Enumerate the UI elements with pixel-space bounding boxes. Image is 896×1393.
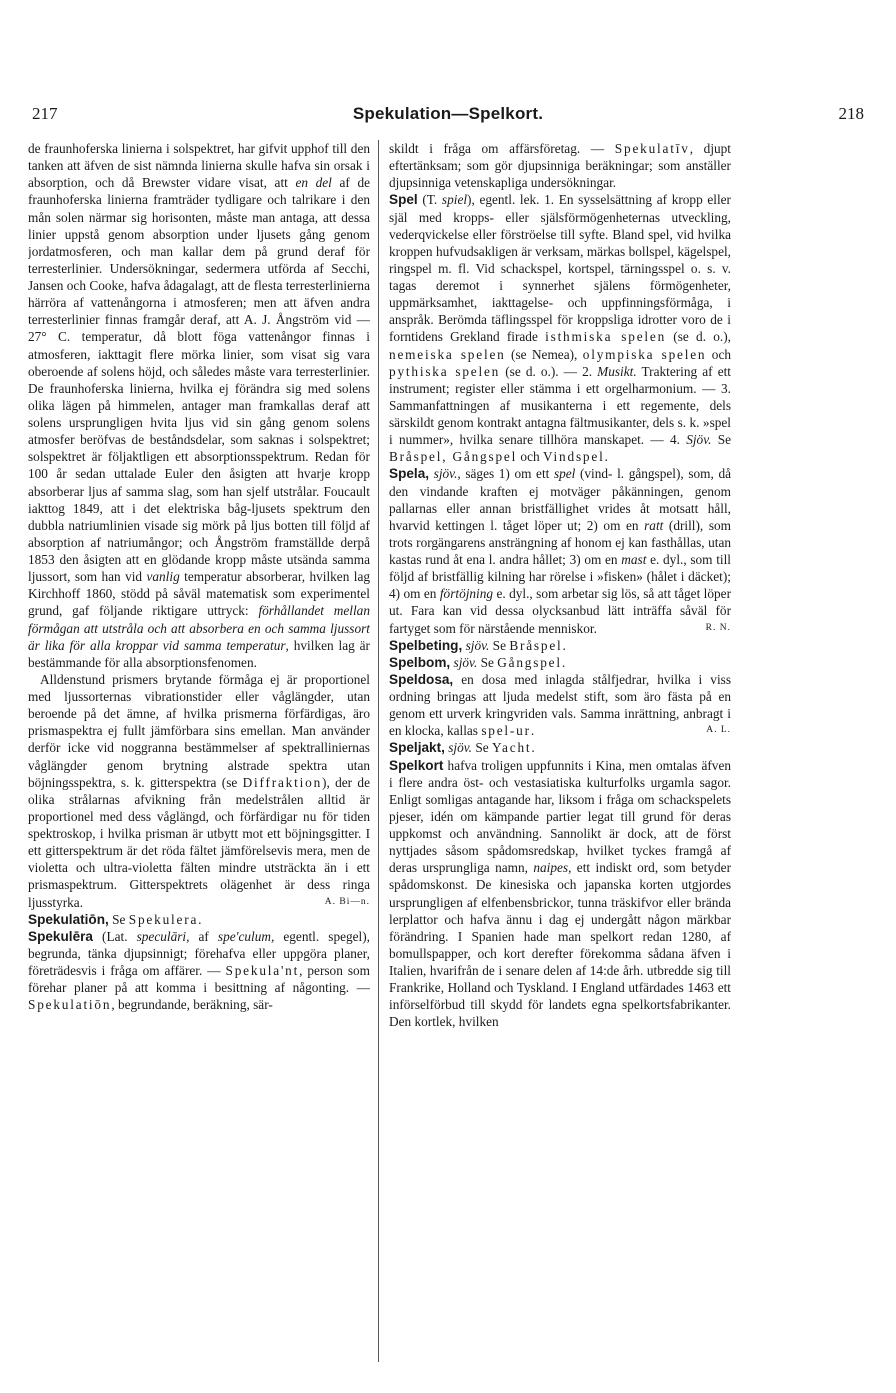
text-run: Spekulatiōn [28,997,112,1013]
paragraph-absorption [28,140,370,671]
text-run: skildt i fråga om affärsföretag. — [389,141,615,156]
headword: Speljakt, [389,740,445,756]
text-run: Se [711,432,731,448]
text-run: Spekula'nt [225,963,300,978]
text-run: . [530,723,535,739]
text-run: ), der de olika strålarnas afvikning från medelstrålen alltid är proportionel med dess våglängd, och förfärdigar nu för tiden spektroskop, i hvilka prisman är utbytt mot ett böjningsgitter. I ett gitterspektrum är det röda fältet jämförelsevis mera, men de violetta och ultra-violetta fälten mindre utsträckta än i ett prismaspektrum. Gitterspektrets olägenhet är dess ringa ljusstyrka. [28,774,370,910]
page-number-left: 217 [32,104,58,123]
column-divider [378,140,379,1362]
text-run: olympiska spelen [582,346,707,362]
text-run: . [562,637,566,653]
entry-spelbeting [389,637,731,654]
text-run: en dosa med inlagda stålfjedrar, hvilka i viss ordning bringas att ljuda medelst stift, som äro fästa på en genom ett urverk kringvriden vals. Samma inrättning, anbragt i en klocka, kallas [389,671,731,739]
text-run: Traktering af ett instrument; register eller stämma i ett orgelharmonium. — 3. Sammanfattningen af musikanterna i ett regemente, dels särskildt genom kontrakt antagna fältmusikanter, dels s. k. »spel i nummer», hvilka senare tillhöra manskapet. — 4. [389,363,731,448]
headword: Spel [389,192,418,208]
paragraph-gitterspektra [28,671,370,911]
text-run: Bråspel [509,637,563,653]
text-run: (T. [417,192,442,208]
text-run: , ett indiskt ord, som betyder spådomskonst. De kinesiska och japanska korten utgjordes ursprungligen af elfenbensbrickor, tunna träskifvor eller brända lerplattor och hafva ännu i dag ej undergått någon märkbar förändring. I Spanien hade man spelkort redan 1280, af bomullspapper, och kort derefter förekomma sådana äfven i Italien, hvarifrån de i senare delen af 14:de årh. utbredde sig till Frankrike, Holland och Tyskland. I England utfärdades 1463 ett införselförbud till skydd för landets egna spelkortsfabrikanter. Den kortlek, hvilken [389,860,731,1030]
text-run: Se [108,911,129,927]
text-run: Yacht [491,740,532,756]
text-run: , person som förehar planer på att komma i besittning af någonting. — [28,963,370,996]
text-run: e. dyl., som till följd af bristfällig kilning har rörelse i »fisken» (hålet i däcket); 4) om en [389,552,731,602]
text-run: (drill), som trots rorgängarens ansträngning af honom ej kan fasthållas, utan kastas rund åt ena l. andra hållet; 3) om en [389,517,731,567]
headword: Speldosa, [389,671,454,687]
text-run: . [198,911,202,927]
text-run: naipes [533,860,569,876]
text-run: . [531,740,535,756]
text-run: spe'culum, [217,928,275,944]
text-run: de fraunhoferska linierna i solspektret, har gifvit upphof till den tanken att äfven de sist nämnda linierna skulle hafva sin orsak i absorption, och då Brewster vidare visat, att [28,141,370,191]
text-run: spiel [441,192,468,208]
text-run: sjöv. [453,654,478,670]
text-run: isthmiska spelen [545,329,667,345]
text-run: (se d. o.). — 2. [500,363,598,379]
text-run: mast [621,552,647,567]
headword: Spelbeting, [389,637,463,653]
text-run: förhållandet mellan förmågan att utstråla och att absorbera en och samma ljussort är lika för alla kroppar vid samma temperatur [28,603,370,653]
headword: Spekulatiōn, [28,911,109,927]
text-run: ratt [644,517,664,533]
text-run: af [189,928,218,944]
text-run: (se d. o.), [666,329,731,345]
entry-spela [389,465,731,636]
text-run: en del [295,175,332,191]
text-run: Se [477,654,498,670]
entry-speldosa [389,671,731,740]
text-run: Spekulera [128,911,199,927]
text-run: Gångspel [497,654,562,670]
text-run: Sjöv. [686,432,712,448]
text-run: vanlig [146,569,180,585]
text-run: (vind- l. gångspel), som, då den vindande kraften ej motväger påkänningen, genom pallarnas eller annan bristfällighet vrides åt motsatt håll, hvarvid kettingen l. tåget löper ut; 2) om en [389,466,731,533]
text-run: sjöv. [448,740,473,756]
running-title: Spekulation—Spelkort. [352,104,544,123]
entry-spekulation [28,911,370,928]
page-number-right: 218 [838,104,864,123]
headword: Spelkort [389,757,444,773]
text-run: förtöjning [439,586,494,602]
text-run: ), egentl. lek. 1. En sysselsättning af kropp eller själ med kropps- eller själsförmögenheternas utveckling, vederqvickelse eller förströelse till syfte. Bland spel, vid hvilka kroppen hufvudsakligen är verksam, märkas bollspel, kägelspel, ringspel m. fl. Vid schackspel, kortspel, tärningsspel o. s. v. tagas deremot i synnerhet själens förmögenheter, uppmärksamhet, iakttagelse- och uppfinningsförmåga, i anspråk. Berömda täflingsspel för kroppsliga idrotter voro de i forntidens Grekland firade [389,192,731,345]
text-run: säges 1) om ett [460,466,554,482]
text-run: , hvilken lag är bestämmande för alla absorptionsfenomen. [28,637,370,670]
text-run: Musikt. [597,363,637,379]
text-run: Spekulatīv [614,141,690,156]
left-column [28,140,370,1366]
text-run: Diffraktion [242,774,323,790]
text-run: . [561,654,566,670]
text-run: , begrundande, beräkning, sär- [111,997,273,1013]
text-run: . [604,449,608,465]
text-run: Se [489,637,510,653]
author-signature: R. N. [705,622,731,633]
text-run: hafva troligen uppfunnits i Kina, men omtalas äfven i flere andra öst- och vestasiatiska kulturfolks urgamla sagor. Enligt somligas antagande har, liksom i fråga om schackspelets pjeser, idén om kämpande partier legat till grund för deras uppkomst och användning. Sannolikt är dock, att de först nyttjades såsom spådomsredskap, hvilket tyckes framgå af deras ursprungliga namn, [389,757,731,876]
text-run: (se Nemea), [505,346,583,362]
text-run: , djupt eftertänksam; som gör djupsinniga beräkningar; som anställer djupsinniga vetenskapliga undersökningar. [389,141,731,191]
text-run: Bråspel, Gångspel [389,449,518,465]
text-run: och [706,346,731,362]
text-run: spel-ur [481,723,531,739]
author-signature: A. L. [706,725,731,736]
text-run: e. dyl., som arbetar sig lös, så att tåget löper ut. Fara kan vid dessa olycksanbud lätt inträffa såväl för fartyget som för närstående menniskor. [389,586,731,636]
entry-spekulera [28,928,370,1014]
headword: Spelbom, [389,654,451,670]
text-run: Alldenstund prismers brytande förmåga ej är proportionel med ljussorternas vibrationstider eller våglängder, utan beroende på det ämne, af hvilka prismerna förfärdigas, äro prismaspektra ej fullt jämförbara sins emellan. Man använder derför icke vid noggranna bestämmelser af spektralliniernas våglängder genom brytning alstrade spektra utan böjningsspektra, s. k. gitterspektra (se [28,671,370,790]
headword: Spekulēra [28,928,93,944]
text-run: sjöv., [433,466,461,482]
paragraph-spekulativ [389,140,731,191]
text-run: af de fraunhoferska linierna framträder tydligare och talrikare i den mån solen närmar sig horisonten, måste man antaga, att dessa linier uppstå genom absorption under ljusets gång genom jordatmosferen, och man kallar dem på grund deraf för terresterlinier. Undersökningar, sedermera utförda af Secchi, Jansen och Cooke, hafva ådagalagt, att de flesta terresterlinierna härröra af vattenångorna i atmosferen; men att äfven andra terresterlinier finnas framgår deraf, att A. J. Ångström vid — 27° C. temperatur, då blott föga vattenångor finnas i atmosferen, iakttagit flere mörka linier, som visat sig vara oberoende af solens höjd, och således måste vara terresterlinier. De fraunhoferska linierna, hvilka ej förändra sig med solens olika lägen på himmelen, antager man framkallas deraf att solens ursprungligen hvita ljus vid sin gång genom solens atmosfer beröfvas de beståndsdelar, som saknas i solspektret; solspektret är följaktligen ett absorptionsspektrum. Redan för 100 år sedan uttalade Euler den åsigten att hvarje kropp absorberar ljus af samma slag, som han sjelf utstrålar. Foucault iakttog 1849, att i det elektriska båg-ljusets spektrum den dubbla natriumlinien visade sig mörk på ljus botten till följd af absorption af natriumångor; och Ångström framställde derpå 1853 den åsigten att en glödande kropp måste utsända samma ljussort, som han vid [28,175,370,585]
text-run: spel [553,466,576,482]
text-run: nemeiska spelen [389,346,506,362]
text-run: egentl. spegel), begrunda, tänka djupsinnigt; förehafva eller uppgöra planer, företrädesvis i fråga om affärer. — [28,928,370,978]
text-run: pythiska spelen [389,363,501,379]
text-run: speculāri, [136,928,190,944]
right-column [389,140,731,1366]
text-run: temperatur absorberar, hvilken lag Kirchhoff 1860, stödd på såväl matematisk som experimentel grund, gaf följande riktigare uttryck: [28,569,370,619]
text-run: (Lat. [92,928,137,944]
entry-spelkort [389,757,731,1031]
text-run: Se [472,740,492,756]
headword: Spela, [389,466,430,482]
text-run: och [517,449,543,465]
author-signature: A. Bi—n. [324,896,370,907]
text-run: Vindspel [542,449,605,465]
entry-spel [389,191,731,465]
entry-spelbom [389,654,731,671]
text-run: sjöv. [465,637,490,653]
page-header [24,104,872,128]
entry-speljakt [389,739,731,756]
